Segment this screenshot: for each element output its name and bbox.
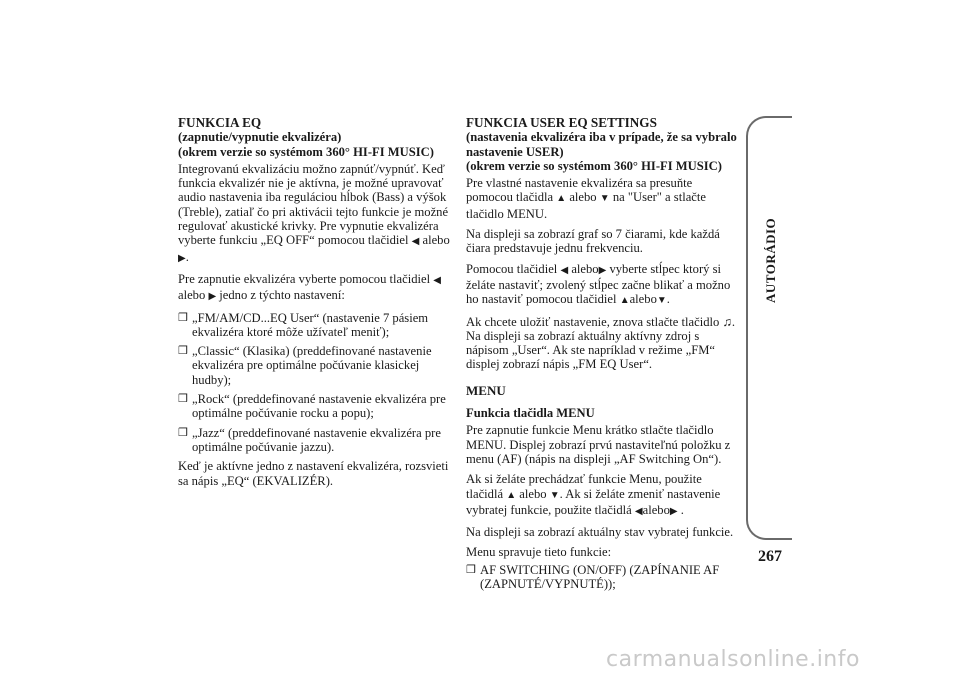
- up-arrow-icon: ▲: [619, 295, 630, 307]
- watermark: carmanualsonline.info: [606, 647, 860, 672]
- list-item-text: AF SWITCHING (ON/OFF) (ZAPÍNANIE AF (ZAPNUTÉ/VYPNUTÉ));: [480, 562, 720, 592]
- paragraph-text: Ak si želáte prechádzať funkcie Menu, použite tlačidlá: [466, 472, 702, 501]
- paragraph: [466, 176, 742, 221]
- down-arrow-icon: ▼: [599, 193, 610, 205]
- paragraph-text: alebo: [571, 261, 599, 276]
- left-arrow-icon: ◀: [433, 274, 441, 286]
- section-heading-eq: FUNKCIA EQ: [178, 115, 262, 130]
- paragraph-text: Pomocou tlačidiel: [466, 261, 558, 276]
- list-item: [466, 563, 742, 592]
- paragraph-text: .: [680, 502, 684, 517]
- chapter-label: AUTORÁDIO: [763, 217, 778, 303]
- paragraph-text: Pre zapnutie ekvalizéra vyberte pomocou tlačidiel: [178, 271, 431, 286]
- right-arrow-icon: ▶: [598, 264, 607, 276]
- paragraph-text: alebo: [178, 288, 206, 303]
- left-arrow-icon: ◀: [560, 264, 569, 276]
- chapter-tab: [746, 116, 792, 540]
- section-heading-menu: MENU: [466, 382, 506, 398]
- up-arrow-icon: ▲: [556, 193, 567, 205]
- paragraph: Keď je aktívne jedno z nastavení ekvalizéra, rozsvieti sa nápis „EQ“ (EKVALIZÉR).: [178, 459, 449, 488]
- paragraph-text: Integrovanú ekvalizáciu možno zapnúť/vypnúť. Keď funkcia ekvalizér nie je aktívna, je možné upravovať audio nastavenia iba reguláciou hĺbok (Bass) a výšok (Treble), zatiaľ čo pri aktivácii tejto funkcie je možné regulovať akustické krivky. Pre vypnutie ekvalizéra vyberte funkciu „EQ OFF“ pomocou tlačidiel: [178, 161, 449, 248]
- checkbox-bullet-icon: ❒: [466, 563, 476, 576]
- paragraph: Na displeji sa zobrazí aktuálny stav vybratej funkcie.: [466, 525, 734, 540]
- right-arrow-icon: ▶: [669, 505, 678, 517]
- paragraph-text: vyberte stĺpec ktorý si želáte nastaviť; zvolený stĺpec začne blikať a možno ho nastaviť pomocou tlačidiel: [466, 261, 731, 307]
- paragraph-text: .: [666, 292, 670, 307]
- paragraph-text: alebo: [422, 233, 450, 248]
- down-arrow-icon: ▼: [549, 489, 560, 501]
- paragraph-text: na "User" a stlačte tlačidlo MENU.: [466, 190, 706, 221]
- music-note-icon: ♫: [722, 314, 732, 329]
- checkbox-bullet-icon: ❒: [178, 311, 188, 324]
- paragraph: [466, 472, 742, 519]
- paragraph: [178, 162, 450, 266]
- right-arrow-icon: ▶: [208, 291, 217, 303]
- list-item-text: „Jazz“ (preddefinované nastavenie ekvalizéra pre optimálne počúvanie jazzu).: [192, 425, 441, 454]
- list-item: [178, 344, 450, 387]
- left-arrow-icon: ◀: [411, 236, 420, 248]
- subsection-heading: Funkcia tlačidla MENU: [466, 406, 595, 421]
- section-subheading: (okrem verzie so systémom 360° HI-FI MUSIC): [466, 158, 722, 173]
- paragraph: Menu spravuje tieto funkcie:: [466, 545, 612, 560]
- right-arrow-icon: ▶: [178, 252, 186, 264]
- left-column: [178, 116, 450, 494]
- checkbox-bullet-icon: ❒: [178, 393, 188, 406]
- paragraph-text: alebo: [642, 502, 670, 517]
- paragraph-text: alebo: [629, 292, 657, 307]
- list-item-text: „FM/AM/CD...EQ User“ (nastavenie 7 pásiem ekvalizéra ktoré môže užívateľ meniť);: [192, 310, 429, 339]
- list-item-text: „Rock“ (preddefinované nastavenie ekvalizéra pre optimálne počúvanie rocku a popu);: [192, 392, 446, 421]
- paragraph-text: . Ak si želáte zmeniť nastavenie vybratej funkcie, použite tlačidlá: [466, 486, 721, 517]
- paragraph: [466, 262, 742, 309]
- list-item: [178, 392, 450, 421]
- section-heading-user-eq: FUNKCIA USER EQ SETTINGS: [466, 115, 657, 130]
- paragraph: Na displeji sa zobrazí graf so 7 čiarami, kde každá čiara predstavuje jednu frekvenciu.: [466, 227, 720, 256]
- section-subheading: (zapnutie/vypnutie ekvalizéra): [178, 130, 342, 145]
- section-subheading: (nastavenia ekvalizéra iba v prípade, že sa vybralo nastavenie USER): [466, 130, 737, 159]
- paragraph-text: .: [185, 249, 189, 264]
- paragraph-text: jedno z týchto nastavení:: [219, 288, 345, 303]
- paragraph-text: Pre vlastné nastavenie ekvalizéra sa presuňte pomocou tlačidla: [466, 176, 693, 205]
- paragraph: [466, 315, 742, 372]
- right-column: [466, 116, 742, 596]
- paragraph-text: alebo: [519, 486, 547, 501]
- paragraph-text: alebo: [569, 190, 597, 205]
- list-item: [178, 426, 450, 455]
- paragraph-text: . Na displeji sa zobrazí aktuálny aktívny zdroj s nápisom „User“. Ak ste napríklad v režime „FM“ displej zobrazí nápis „FM EQ User“.: [466, 314, 736, 372]
- section-subheading: (okrem verzie so systémom 360° HI-FI MUSIC): [178, 144, 434, 159]
- page-number: 267: [758, 548, 782, 565]
- checkbox-bullet-icon: ❒: [178, 426, 188, 439]
- left-arrow-icon: ◀: [634, 505, 643, 517]
- list-item-text: „Classic“ (Klasika) (preddefinované nastavenie ekvalizéra pre optimálne počúvanie klasickej hudby);: [192, 344, 432, 387]
- checkbox-bullet-icon: ❒: [178, 345, 188, 358]
- down-arrow-icon: ▼: [656, 295, 667, 307]
- paragraph: Pre zapnutie funkcie Menu krátko stlačte tlačidlo MENU. Displej zobrazí prvú nastaviteľnú položku z menu (AF) (nápis na displeji „AF Switching On“).: [466, 423, 731, 466]
- paragraph: [178, 272, 450, 305]
- list-item: [178, 311, 450, 340]
- paragraph-text: Ak chcete uložiť nastavenie, znova stlačte tlačidlo: [466, 314, 720, 329]
- up-arrow-icon: ▲: [506, 489, 517, 501]
